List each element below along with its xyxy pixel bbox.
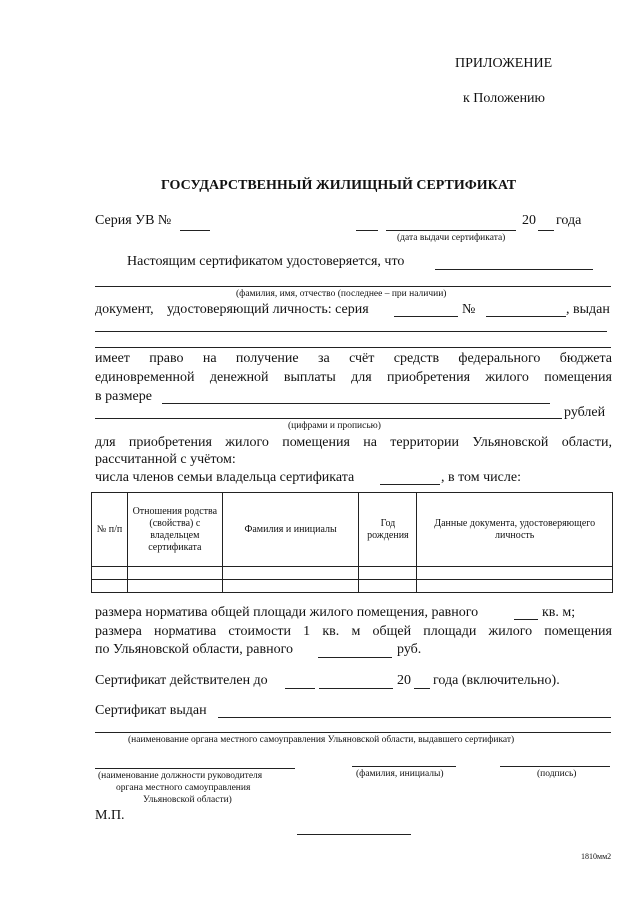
- issue-year-prefix: 20: [522, 213, 536, 228]
- issue-date-caption: (дата выдачи сертификата): [397, 233, 506, 243]
- issued-by-blank-2[interactable]: [95, 732, 611, 733]
- signatory-name-caption: (фамилия, инициалы): [356, 769, 444, 779]
- position-caption-1: (наименование должности руководителя: [98, 771, 263, 781]
- entitlement-line-1: имеет право на получение за счёт средств федерального бюджета: [95, 351, 612, 366]
- position-caption-2: органа местного самоуправления: [116, 783, 251, 793]
- identity-label: удостоверяющий личность: серия: [167, 302, 369, 317]
- footer-code: 1810мм2: [581, 852, 612, 861]
- issue-month-blank[interactable]: [386, 230, 516, 231]
- amount-blank-1[interactable]: [162, 403, 550, 404]
- appendix-label: ПРИЛОЖЕНИЕ: [455, 56, 553, 71]
- signatory-name-blank[interactable]: [352, 766, 456, 767]
- issued-by-label: Сертификат выдан: [95, 703, 207, 718]
- amount-label: в размере: [95, 389, 152, 404]
- table-cell[interactable]: [92, 580, 128, 593]
- stamp-blank[interactable]: [297, 834, 411, 835]
- amount-blank-2[interactable]: [95, 418, 562, 419]
- col-name-header: Фамилия и инициалы: [222, 493, 359, 567]
- document-number-blank[interactable]: [486, 316, 566, 317]
- document-issued-blank-2[interactable]: [95, 347, 611, 348]
- appendix-to-label: к Положению: [463, 91, 546, 106]
- validity-suffix: года (включительно).: [433, 673, 560, 688]
- table-cell[interactable]: [359, 567, 417, 580]
- holder-name-caption: (фамилия, имя, отчество (последнее – при наличии): [236, 289, 447, 299]
- table-row: [92, 567, 613, 580]
- table-header-row: [92, 493, 613, 567]
- validity-label: Сертификат действителен до: [95, 673, 268, 688]
- position-caption-3: Ульяновской области): [143, 795, 232, 805]
- cost-norm-line-2: по Ульяновской области, равного: [95, 642, 293, 657]
- col-relation-header: Отношения родства (свойства) с владельцем сертификата: [127, 493, 222, 567]
- table-cell[interactable]: [127, 567, 222, 580]
- family-count-label: числа членов семьи владельца сертификата: [95, 470, 355, 485]
- holder-name-blank-2[interactable]: [95, 286, 611, 287]
- validity-day-blank[interactable]: [285, 688, 315, 689]
- territory-line-1: для приобретения жилого помещения на территории Ульяновской области,: [95, 435, 612, 450]
- signature-caption: (подпись): [537, 769, 577, 779]
- table-cell[interactable]: [417, 580, 613, 593]
- table-cell[interactable]: [359, 580, 417, 593]
- validity-month-blank[interactable]: [319, 688, 393, 689]
- issued-by-caption: (наименование органа местного самоуправления Ульяновской области, выдавшего сертификат): [128, 735, 515, 745]
- table-cell[interactable]: [222, 580, 359, 593]
- cost-norm-line-1: размера норматива стоимости 1 кв. м общей площади жилого помещения: [95, 624, 612, 639]
- area-norm-blank[interactable]: [514, 619, 538, 620]
- territory-line-2: рассчитанной с учётом:: [95, 452, 236, 467]
- holder-name-blank-1[interactable]: [435, 269, 593, 270]
- issue-day-blank[interactable]: [356, 230, 378, 231]
- series-number-blank[interactable]: [180, 230, 210, 231]
- validity-year-blank[interactable]: [414, 688, 430, 689]
- family-count-suffix: , в том числе:: [441, 470, 521, 485]
- issued-by-blank-1[interactable]: [218, 717, 611, 718]
- family-members-table: [91, 492, 613, 593]
- document-number-label: №: [462, 302, 476, 317]
- document-label: документ,: [95, 302, 154, 317]
- amount-caption: (цифрами и прописью): [288, 421, 381, 431]
- position-blank[interactable]: [95, 768, 295, 769]
- cost-norm-unit: руб.: [397, 642, 422, 657]
- col-number-header: № п/п: [92, 493, 128, 567]
- col-document-header: Данные документа, удостоверяющего личность: [417, 493, 613, 567]
- entitlement-line-2: единовременной денежной выплаты для приобретения жилого помещения: [95, 370, 612, 385]
- cost-norm-blank[interactable]: [318, 657, 392, 658]
- table-cell[interactable]: [417, 567, 613, 580]
- stamp-label: М.П.: [95, 808, 125, 823]
- document-series-blank[interactable]: [394, 316, 458, 317]
- currency-label: рублей: [564, 405, 606, 420]
- document-issued-label: , выдан: [566, 302, 610, 317]
- table-row: [92, 580, 613, 593]
- signature-blank[interactable]: [500, 766, 610, 767]
- area-norm-unit: кв. м;: [542, 605, 576, 620]
- family-count-blank[interactable]: [380, 484, 440, 485]
- document-issued-blank-1[interactable]: [95, 331, 607, 332]
- issue-year-suffix: года: [556, 213, 582, 228]
- series-label: Серия УВ №: [95, 213, 172, 228]
- area-norm-label: размера норматива общей площади жилого помещения, равного: [95, 605, 479, 620]
- holder-intro: Настоящим сертификатом удостоверяется, что: [127, 254, 405, 269]
- table-cell[interactable]: [92, 567, 128, 580]
- issue-year-blank[interactable]: [538, 230, 554, 231]
- col-birth-year-header: Год рождения: [359, 493, 417, 567]
- table-cell[interactable]: [127, 580, 222, 593]
- table-cell[interactable]: [222, 567, 359, 580]
- document-title: ГОСУДАРСТВЕННЫЙ ЖИЛИЩНЫЙ СЕРТИФИКАТ: [161, 178, 517, 193]
- validity-year-prefix: 20: [397, 673, 411, 688]
